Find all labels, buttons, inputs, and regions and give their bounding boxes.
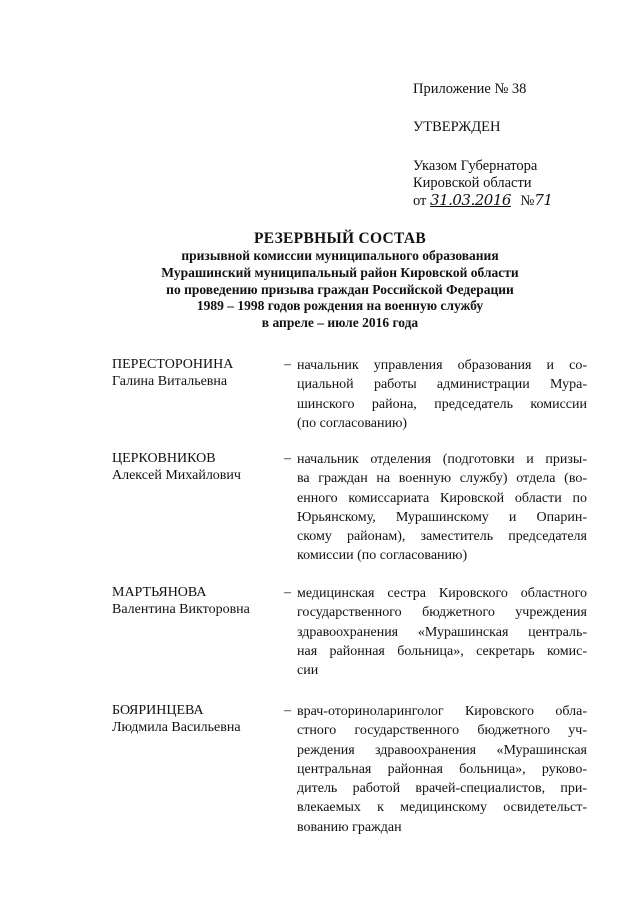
document-title xyxy=(80,230,600,332)
role-line: Юрьянскому, Мурашинскому и Опарин- xyxy=(297,509,587,525)
date-prefix: от xyxy=(413,193,427,209)
role-line: комиссии (по согласованию) xyxy=(297,548,468,564)
role-line: стного государственного бюджетного уч- xyxy=(297,723,587,739)
title-line: 1989 – 1998 годов рождения на военную службу xyxy=(196,298,484,314)
member-surname: ЦЕРКОВНИКОВ xyxy=(112,451,216,466)
member-surname: ПЕРЕСТОРОНИНА xyxy=(112,357,234,372)
dash-separator: – xyxy=(284,451,291,466)
decree-line-1: Указом Губернатора xyxy=(413,158,538,174)
role-line: вованию граждан xyxy=(297,819,402,835)
member-given-name: Валентина Викторовна xyxy=(112,602,250,617)
role-line: медицинская сестра Кировского областного xyxy=(297,586,587,601)
member-name xyxy=(112,356,282,390)
title-line: призывной комиссии муниципального образования xyxy=(181,248,499,263)
role-line: енного комиссариата Кировской области по xyxy=(297,490,587,506)
role-line: циальной работы администрации Мура- xyxy=(297,377,587,393)
appendix-number: Приложение № 38 xyxy=(413,81,527,97)
decree-date-line xyxy=(413,192,552,210)
role-line: шинского района, председатель комиссии xyxy=(297,396,587,412)
role-line: государственного бюджетного учреждения xyxy=(297,605,587,621)
member-role xyxy=(297,356,587,433)
role-line: начальник отделения (подготовки и призы- xyxy=(297,452,587,467)
title-main: РЕЗЕРВНЫЙ СОСТАВ xyxy=(253,230,427,247)
role-line: ва граждан на военную службу) отдела (во- xyxy=(297,471,587,487)
role-line: врач-оториноларинголог Кировского обла- xyxy=(297,704,587,719)
approval-block xyxy=(413,81,552,210)
approved-label: УТВЕРЖДЕН xyxy=(413,119,501,135)
member-given-name: Алексей Михайлович xyxy=(112,468,241,483)
role-line: здравоохранения «Мурашинская централь- xyxy=(297,624,587,640)
role-line: сии xyxy=(297,663,319,679)
member-name xyxy=(112,584,282,618)
role-line: влекаемых к медицинскому освидетельст- xyxy=(297,800,587,816)
decree-line-2: Кировской области xyxy=(413,175,532,191)
member-surname: МАРТЬЯНОВА xyxy=(112,585,207,600)
decree-number: 71 xyxy=(534,191,553,209)
role-line: центральная районная больница», руково- xyxy=(297,761,587,777)
member-role xyxy=(297,450,587,566)
title-line: Мурашинский муниципальный район Кировской области xyxy=(161,264,519,280)
role-line: ная районная больница», секретарь комис- xyxy=(297,643,587,659)
member-name xyxy=(112,450,282,484)
member-given-name: Людмила Васильевна xyxy=(112,720,241,735)
dash-separator: – xyxy=(284,357,291,372)
number-prefix: № xyxy=(520,193,535,209)
role-line: дитель работой врачей-специалистов, при- xyxy=(297,781,587,797)
member-role xyxy=(297,702,587,837)
title-line: в апреле – июле 2016 года xyxy=(261,315,419,331)
member-name xyxy=(112,702,282,736)
dash-separator: – xyxy=(284,585,291,600)
role-line: (по согласованию) xyxy=(297,415,408,431)
title-line: по проведению призыва граждан Российской Федерации xyxy=(166,281,514,297)
member-role xyxy=(297,584,587,680)
decree-date: 31.03.2016 xyxy=(430,191,511,209)
role-line: скому районам), заместитель председателя xyxy=(297,529,587,545)
member-surname: БОЯРИНЦЕВА xyxy=(112,703,204,718)
role-line: реждения здравоохранения «Мурашинская xyxy=(297,742,587,758)
role-line: начальник управления образования и со- xyxy=(297,358,587,373)
dash-separator: – xyxy=(284,703,291,718)
member-given-name: Галина Витальевна xyxy=(112,374,228,389)
